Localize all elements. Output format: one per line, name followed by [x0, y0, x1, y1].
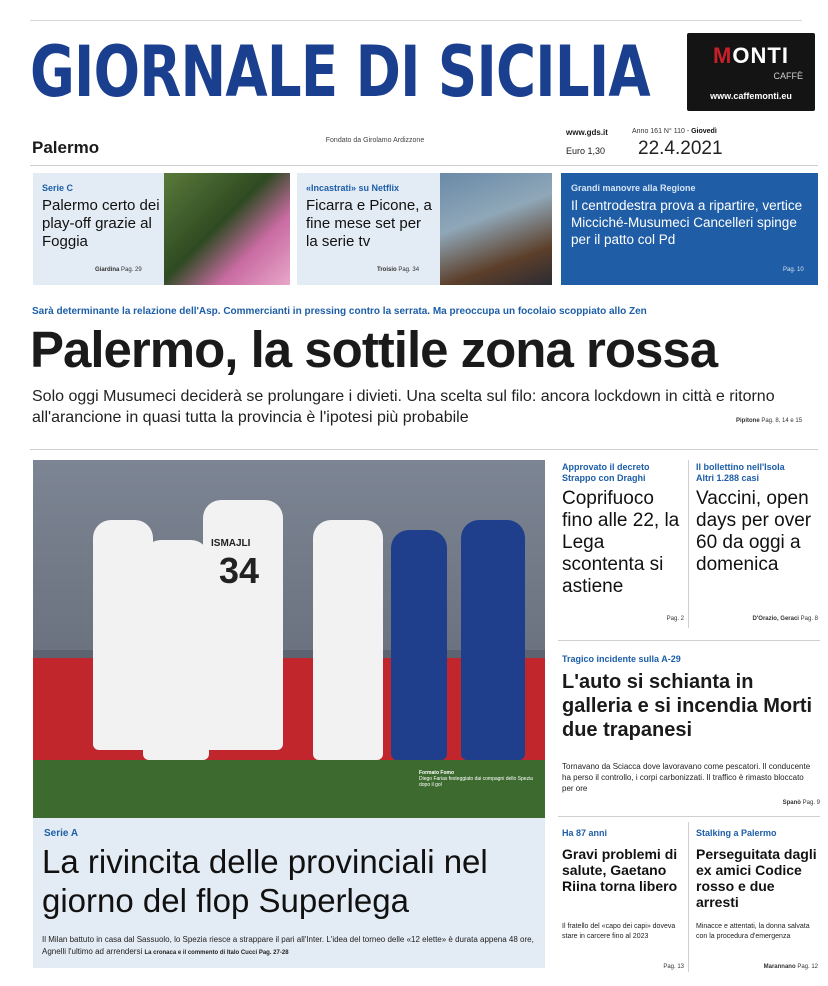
main-headline[interactable]: Palermo, la sottile zona rossa: [30, 321, 718, 378]
masthead-title: GIORNALE DI SICILIA: [30, 31, 650, 113]
accident-title[interactable]: L'auto si schianta in galleria e si incendia Morti due trapanesi: [562, 671, 813, 741]
riina-kicker: Ha 87 anni: [562, 828, 608, 838]
advertisement[interactable]: [687, 33, 815, 111]
jersey-name: ISMAJLI: [211, 538, 251, 549]
serie-a-title[interactable]: La rivincita delle provinciali nel giorno del flop Superlega: [42, 843, 488, 919]
teaser-ref: [377, 267, 419, 273]
pitch: [33, 760, 545, 818]
vaccini-kicker-2: Altri 1.288 casi: [696, 473, 760, 483]
teaser-kicker: Serie C: [42, 183, 74, 193]
issue-label: Anno 161 N° 110 -: [632, 128, 692, 135]
ficarra-picone-photo: [440, 173, 552, 285]
ad-logo: [687, 43, 815, 69]
accident-text: Tornavano da Sciacca dove lavoravano come pescatori. Il conducente ha perso il controllo, i corpi carbonizzati. Il traffico è rimasto bloccato per ore: [562, 762, 811, 793]
photo-caption-title: Formato Fomo: [419, 770, 454, 776]
player: [461, 520, 525, 760]
teaser-kicker: «Incastrati» su Netflix: [306, 183, 400, 193]
issue-number: [632, 128, 717, 135]
teaser-ref: [95, 267, 142, 273]
curfew-ref-page: Pag. 2: [666, 616, 684, 622]
riina-text: Il fratello del «capo dei capi» doveva stare in carcere fino al 2023: [562, 923, 676, 940]
stalking-text: Minacce e attentati, la donna salvata con la procedura d'emergenza: [696, 923, 810, 940]
teaser-title: Palermo certo dei play-off grazie al Foggia: [42, 197, 160, 250]
teaser-ref-page: Pag. 34: [398, 267, 420, 273]
vaccini-ref-name: D'Orazio, Geraci: [752, 616, 799, 622]
vaccini-title[interactable]: Vaccini, open days per over 60 da oggi a domenica: [696, 488, 812, 575]
stalking-ref: [696, 964, 818, 970]
stalking-ref-page: Pag. 12: [797, 964, 818, 970]
ad-url[interactable]: www.caffemonti.eu: [710, 91, 792, 101]
main-ref-name: Pipitone: [736, 418, 760, 424]
masthead-rule: [30, 165, 818, 166]
serie-a-text: [42, 934, 542, 959]
teaser-ref-name: Giardina: [95, 267, 120, 273]
player: [143, 540, 209, 760]
teaser-regione[interactable]: [561, 173, 818, 285]
teaser-ref-page: Pag. 10: [783, 267, 804, 273]
ad-logo-mark: M: [713, 43, 733, 68]
ad-logo-rest: ONTI: [732, 43, 789, 68]
price: Euro 1,30: [566, 146, 606, 156]
photo-caption: [419, 770, 539, 788]
stalking-title[interactable]: Perseguitata dagli ex amici Codice rosso e due arresti: [696, 846, 817, 910]
teaser-title: Il centrodestra prova a ripartire, vertice Micciché-Musumeci Cancelleri spinge per il patto col Pd: [571, 198, 803, 247]
serie-a-body: Il Milan battuto in casa dal Sassuolo, lo Spezia riesce a strappare il pari all'Inter. L'idea del torneo delle «12 elette» è durata appena 48 ore, Agnelli l'ultimo ad arrendersi: [42, 935, 534, 956]
main-deck: Sarà determinante la relazione dell'Asp. Commercianti in pressing contro la serrata. Ma preoccupa un focolaio scoppiato allo Zen: [32, 306, 647, 317]
vaccini-ref: [696, 616, 818, 622]
top-rule: [30, 20, 802, 21]
column-rule: [558, 640, 820, 641]
main-ref: [736, 418, 802, 424]
accident-ref-page: Pag. 9: [802, 800, 820, 806]
teaser-ref-page: Pag. 29: [121, 267, 142, 273]
accident-kicker: Tragico incidente sulla A-29: [562, 654, 681, 664]
teaser-ref-name: Troisio: [377, 267, 397, 273]
riina-ref-page: Pag. 13: [663, 964, 684, 970]
curfew-kicker: [562, 462, 686, 484]
column-rule: [558, 816, 820, 817]
teaser-title: Ficarra e Picone, a fine mese set per la serie tv: [306, 197, 432, 250]
vaccini-ref-page: Pag. 8: [800, 616, 818, 622]
accident-ref-name: Spanò: [782, 800, 801, 806]
main-ref-page: Pag. 8, 14 e 15: [761, 418, 803, 424]
main-subhead: Solo oggi Musumeci deciderà se prolungare i divieti. Una scelta sul filo: ancora lockdown in città e ritorno all'arancione in quasi tutta la provincia è l'ipotesi più probabile: [32, 388, 775, 426]
curfew-kicker-1: Approvato il decreto: [562, 462, 650, 472]
weekday: Giovedì: [691, 128, 717, 135]
player: [391, 530, 447, 760]
riina-title[interactable]: Gravi problemi di salute, Gaetano Riina torna libero: [562, 846, 678, 894]
founded-by: Fondato da Girolamo Ardizzone: [325, 137, 425, 144]
edition-city: Palermo: [32, 138, 100, 157]
vaccini-kicker-1: Il bollettino nell'Isola: [696, 462, 785, 472]
jersey-number: 34: [219, 550, 260, 591]
stalking-kicker: Stalking a Palermo: [696, 828, 777, 838]
vaccini-kicker: [696, 462, 820, 484]
ad-subtitle: CAFFÈ: [773, 71, 803, 81]
column-divider: [688, 822, 689, 972]
column-divider: [688, 460, 689, 628]
player: [313, 520, 383, 760]
curfew-kicker-2: Strappo con Draghi: [562, 473, 646, 483]
photo-caption-text: Diego Farias festeggiato dai compagni dello Spezia dopo il gol: [419, 776, 533, 788]
accident-ref: [700, 800, 820, 806]
site-url[interactable]: www.gds.it: [566, 128, 608, 137]
palermo-players-photo: [164, 173, 290, 285]
football-celebration-photo: [33, 460, 545, 818]
serie-a-ref: La cronaca e il commento di Italo Cucci Pag. 27-28: [144, 950, 289, 956]
curfew-title[interactable]: Coprifuoco fino alle 22, la Lega scontenta si astiene: [562, 488, 680, 597]
serie-a-kicker: Serie A: [44, 828, 79, 839]
stalking-ref-name: Marannano: [763, 964, 796, 970]
main-rule: [30, 449, 818, 450]
teaser-kicker: Grandi manovre alla Regione: [571, 183, 696, 193]
issue-date: 22.4.2021: [638, 138, 723, 159]
